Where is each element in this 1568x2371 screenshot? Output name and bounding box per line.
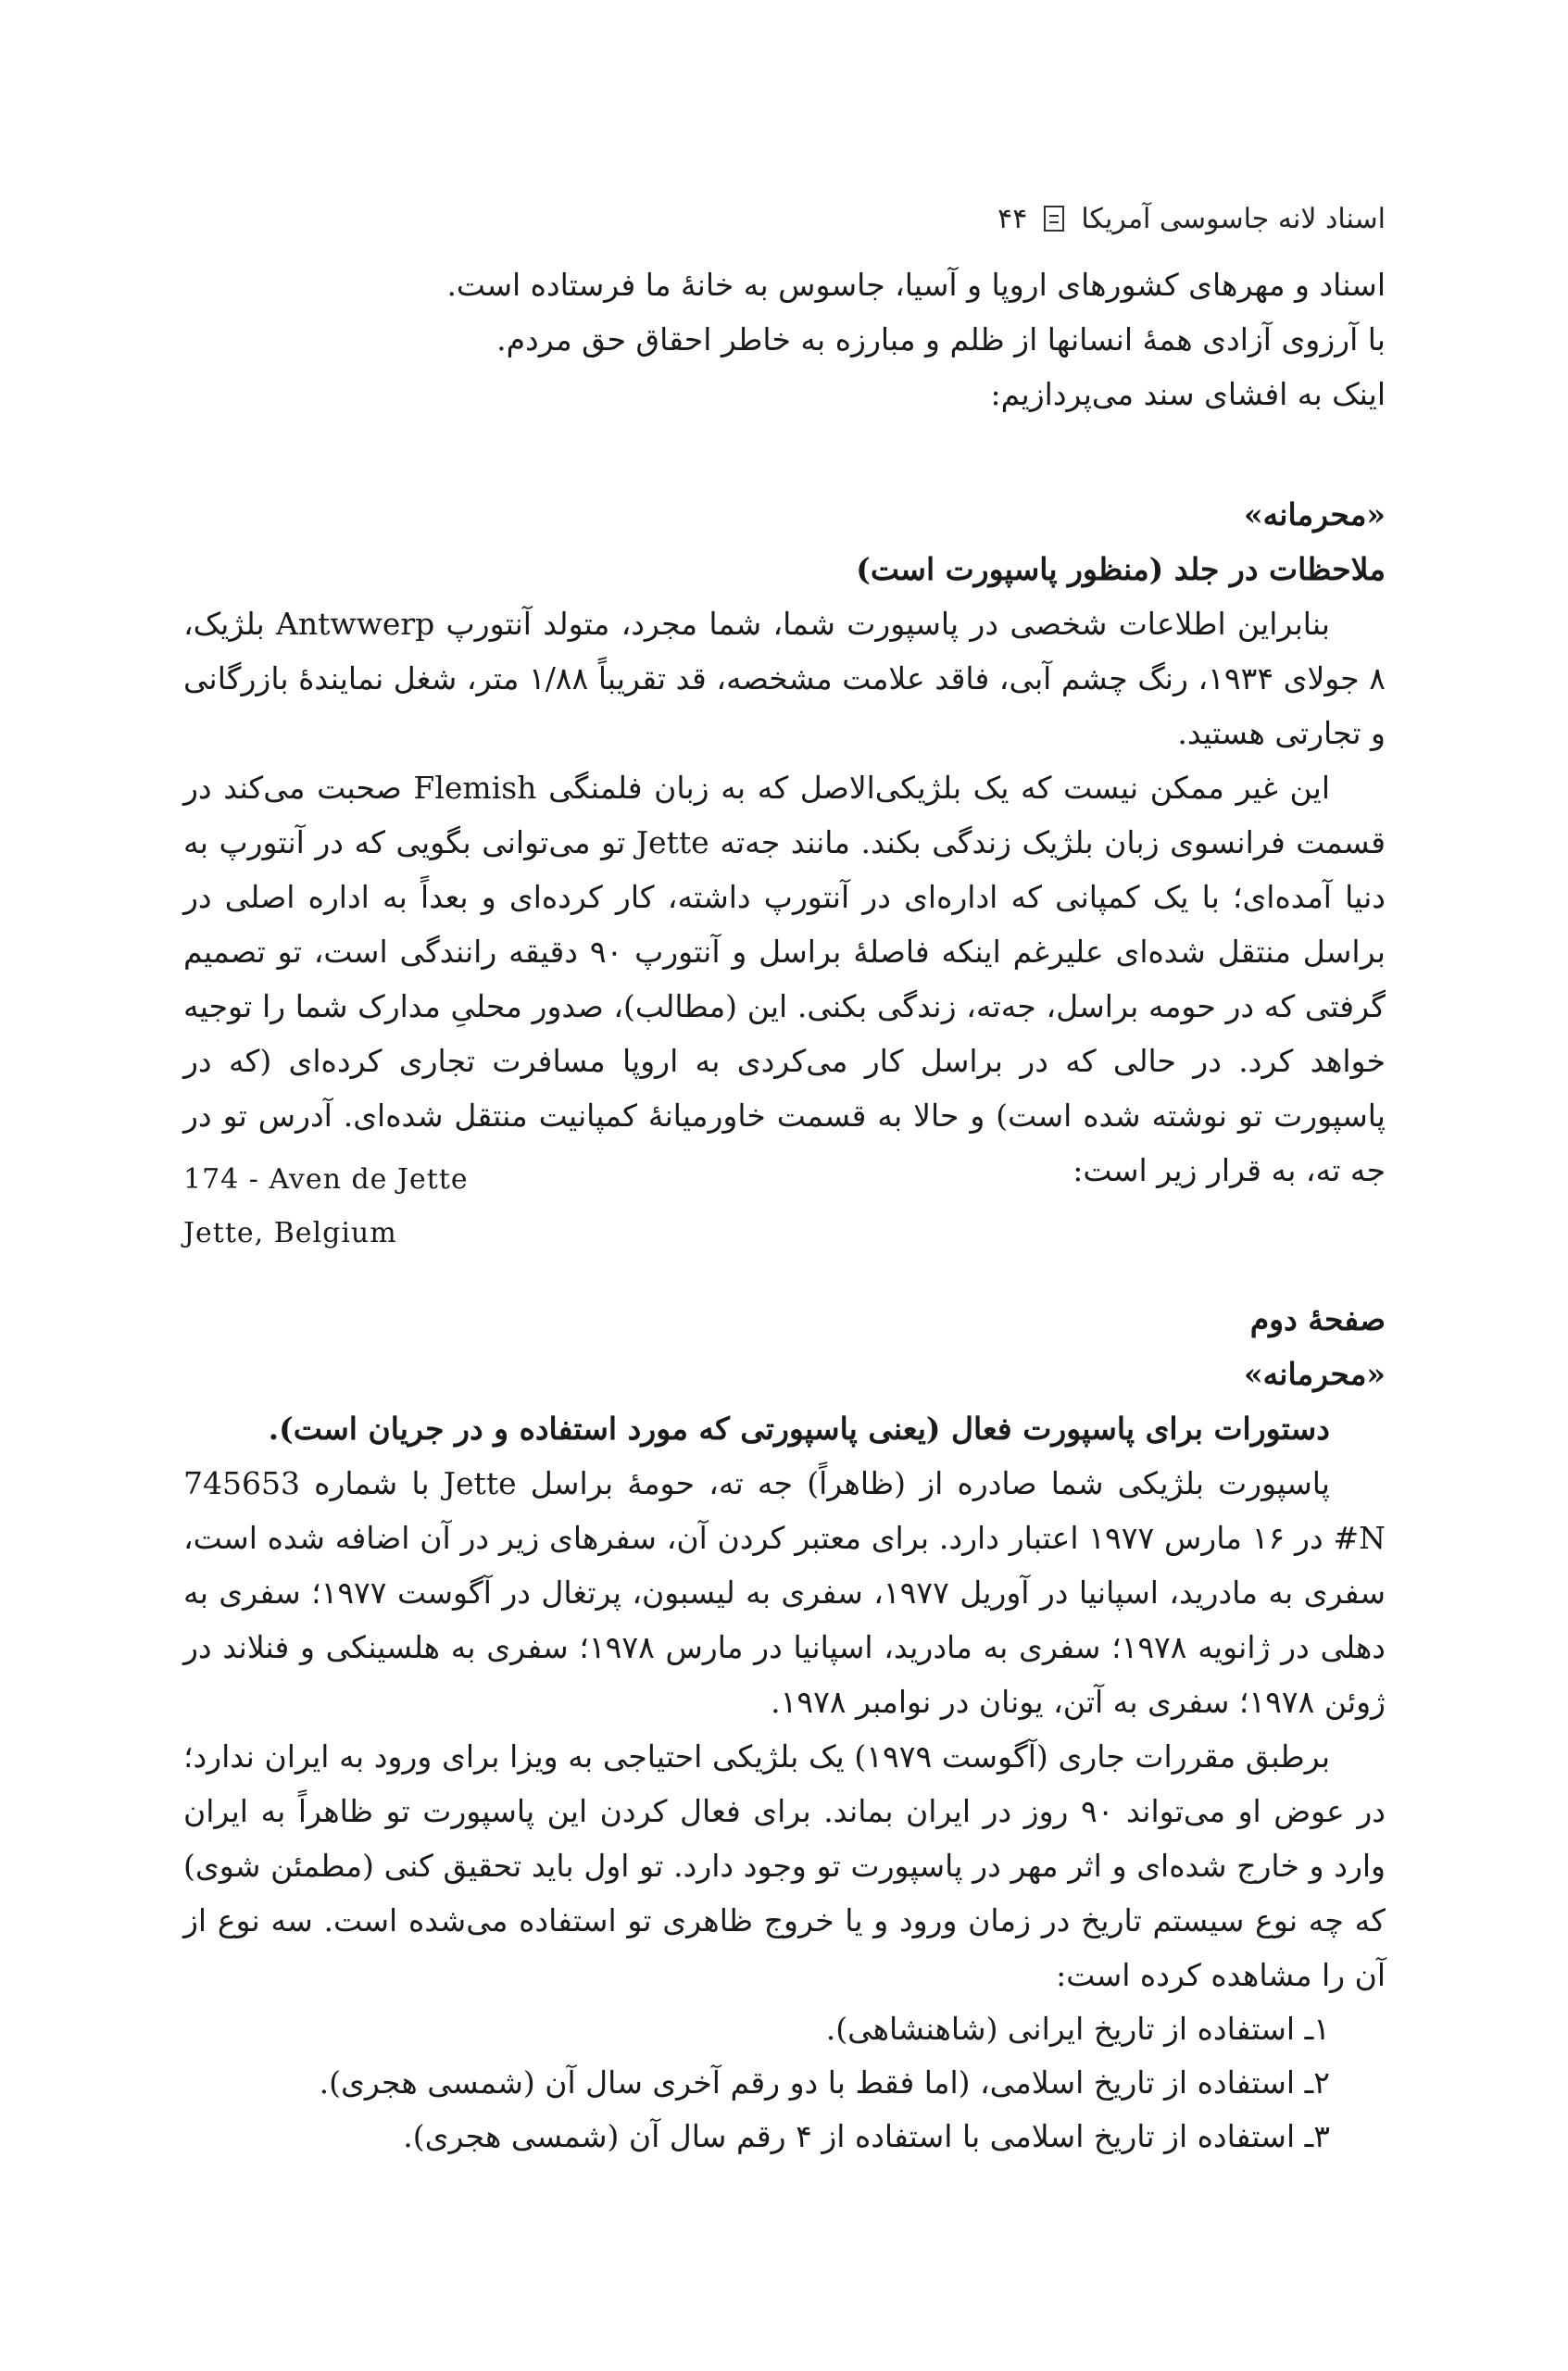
address-block xyxy=(183,1153,1386,1261)
header-title: اسناد لانه جاسوسی آمریکا xyxy=(1081,202,1386,235)
document-page xyxy=(183,176,1386,2306)
list-item: ۱ـ استفاده از تاریخ ایرانی (شاهنشاهی). xyxy=(825,2011,1330,2047)
intro-line: با آرزوی آزادی همهٔ انسانها از ظلم و مبارزه به خاطر احقاق حق مردم. xyxy=(496,321,1386,358)
section-two xyxy=(183,1292,1386,2164)
classification-label: «محرمانه» xyxy=(1243,496,1386,533)
paragraph: پاسپورت بلژیکی شما صادره از (ظاهراً) جه ته، حومهٔ براسل Jette با شماره 745653 N# در ۱۶ مارس ۱۹۷۷ اعتبار دارد. برای معتبر کردن آن، سفرهای زیر در آن اضافه شده است، سفری به مادرید، اسپانیا در آوریل ۱۹۷۷، سفری به لیسبون، پرتغال در آگوست ۱۹۷۷؛ سفری به دهلی در ژانویه ۱۹۷۸؛ سفری به مادرید، اسپانیا در مارس ۱۹۷۸؛ سفری به هلسینکی و فنلاند در ژوئن ۱۹۷۸؛ سفری به آتن، یونان در نوامبر ۱۹۷۸. xyxy=(183,1465,1386,1720)
document-icon xyxy=(1044,206,1064,232)
intro-line: اینک به افشای سند می‌پردازیم: xyxy=(990,376,1386,412)
section-heading: ملاحظات در جلد (منظور پاسپورت است) xyxy=(856,551,1386,587)
running-header xyxy=(183,191,1386,246)
list-item: ۳ـ استفاده از تاریخ اسلامی با استفاده از ۴ رقم سال آن (شمسی هجری). xyxy=(403,2118,1330,2154)
classification-label: «محرمانه» xyxy=(1243,1356,1386,1392)
paragraph: بنابراین اطلاعات شخصی در پاسپورت شما، شما مجرد، متولد آنتورپ Antwwerp بلژیک، ۸ جولای ۱۹۳۴، رنگ چشم آبی، فاقد علامت مشخصه، قد تقریباً ۱/۸۸ متر، شغل نمایندهٔ بازرگانی و تجارتی هستید. xyxy=(183,606,1386,751)
intro-block xyxy=(183,257,1386,421)
list-item: ۲ـ استفاده از تاریخ اسلامی، (اما فقط با دو رقم آخری سال آن (شمسی هجری). xyxy=(319,2064,1330,2101)
paragraph: برطبق مقررات جاری (آگوست ۱۹۷۹) یک بلژیکی احتیاجی به ویزا برای ورود به ایران ندارد؛ در عوض او می‌تواند ۹۰ روز در ایران بماند. برای فعال کردن این پاسپورت تو ظاهراً به ایران وارد و خارج شده‌ای و اثر مهر در پاسپورت تو وجود دارد. تو اول باید تحقیق کنی (مطمئن شوی) که چه نوع سیستم تاریخ در زمان ورود و یا خروج ظاهری تو استفاده می‌شده است. سه نوع از آن را مشاهده کرده است: xyxy=(183,1738,1386,1993)
section-heading: دستورات برای پاسپورت فعال (یعنی پاسپورتی که مورد استفاده و در جریان است). xyxy=(268,1411,1330,1447)
section-one xyxy=(183,487,1386,1198)
section-title: صفحهٔ دوم xyxy=(1249,1301,1386,1337)
address-line: Jette, Belgium xyxy=(183,1217,397,1249)
address-line: 174 - Aven de Jette xyxy=(183,1163,469,1196)
paragraph: این غیر ممکن نیست که یک بلژیکی‌الاصل که به زبان فلمنگی Flemish صحبت می‌کند در قسمت فرانسوی زبان بلژیک زندگی بکند. مانند جه‌ته Jette تو می‌توانی بگویی که در آنتورپ به دنیا آمده‌ای؛ با یک کمپانی که اداره‌ای در آنتورپ داشته، کار کرده‌ای و بعداً به اداره اصلی در براسل منتقل شده‌ای علیرغم اینکه فاصلهٔ براسل و آنتورپ ۹۰ دقیقه رانندگی است، تو تصمیم گرفتی که در حومه براسل، جه‌ته، زندگی بکنی. این (مطالب)، صدور محلیِ مدارک شما را توجیه خواهد کرد. در حالی که در براسل کار می‌کردی به اروپا مسافرت تجاری کرده‌ای (که در پاسپورت تو نوشته شده است) و حالا به قسمت خاورمیانهٔ کمپانیت منتقل شده‌ای. آدرس تو در جه ته، به قرار زیر است: xyxy=(183,770,1386,1188)
intro-line: اسناد و مهرهای کشورهای اروپا و آسیا، جاسوس به خانهٔ ما فرستاده است. xyxy=(446,267,1386,303)
page-number: ۴۴ xyxy=(997,202,1028,235)
